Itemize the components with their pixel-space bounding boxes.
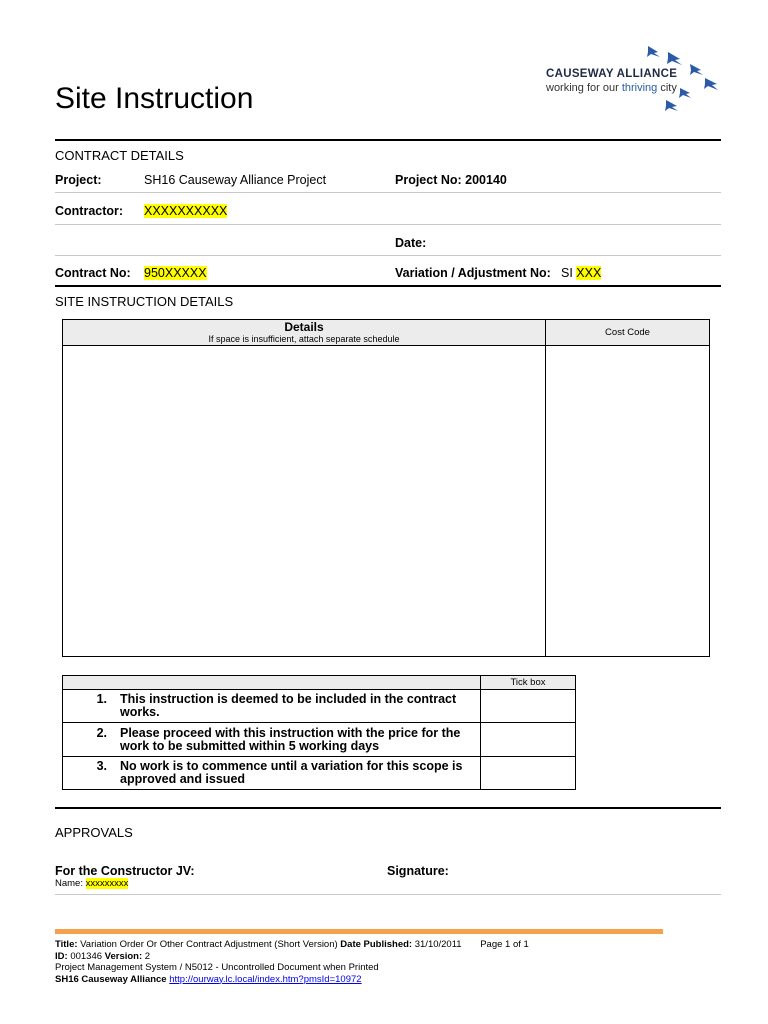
details-table	[62, 319, 710, 657]
item-text: Please proceed with this instruction with the price for the work to be submitted within 5 working days	[120, 725, 461, 753]
item-number: 1.	[96, 692, 107, 706]
item-text: This instruction is deemed to be included in the contract works.	[120, 692, 457, 719]
tick-cell[interactable]	[481, 690, 576, 723]
tickbox-table	[62, 675, 576, 790]
tickbox-header: Tick box	[481, 676, 576, 690]
page-title: Site Instruction	[55, 82, 254, 115]
date-label: Date:	[395, 236, 427, 250]
divider	[55, 807, 721, 809]
page-number: Page 1 of 1	[480, 939, 529, 950]
divider	[55, 285, 721, 287]
footer-bar	[55, 929, 663, 934]
name-line: Name: xxxxxxxxx	[55, 878, 129, 889]
footer-system-line: Project Management System / N5012 - Uncontrolled Document when Printed	[55, 962, 379, 973]
cost-code-input-area[interactable]	[546, 346, 710, 657]
details-header-cell	[63, 320, 546, 346]
contract-no-label: Contract No:	[55, 266, 131, 280]
logo-tagline: working for our thriving city	[546, 82, 677, 94]
variation-value: SI XXX	[561, 266, 602, 280]
project-label: Project:	[55, 173, 102, 187]
contract-no-value: 950XXXXX	[144, 266, 207, 280]
tickbox-row	[63, 723, 576, 757]
divider	[55, 139, 721, 141]
details-subheader: If space is insufficient, attach separate schedule	[208, 334, 400, 344]
project-number: Project No: 200140	[395, 173, 507, 187]
site-instruction-heading: SITE INSTRUCTION DETAILS	[55, 294, 234, 309]
cost-code-header: Cost Code	[546, 320, 710, 346]
row-divider	[55, 192, 721, 193]
causeway-alliance-logo	[540, 40, 730, 114]
row-divider	[55, 224, 721, 225]
footer-link[interactable]: http://ourway.lc.local/index.htm?pmsId=10972	[169, 973, 362, 985]
tick-cell[interactable]	[481, 757, 576, 790]
constructor-label: For the Constructor JV:	[55, 864, 195, 878]
contractor-value: XXXXXXXXXX	[144, 204, 228, 218]
tickbox-row	[63, 757, 576, 790]
logo-brand: CAUSEWAY ALLIANCE	[546, 68, 678, 80]
row-divider	[55, 255, 721, 256]
item-number: 3.	[96, 759, 107, 773]
contractor-label: Contractor:	[55, 204, 124, 218]
row-divider	[55, 894, 721, 895]
footer: Title: Variation Order Or Other Contract Adjustment (Short Version) Date Published: 31/10/2011 Page 1 of 1 ID: 001346 Version: 2 Project Management System / N5012 - Uncontrolled Document when Printed SH16 Causeway Alliance http://ourway.lc.local/index.htm?pmsId=10972	[55, 939, 529, 985]
name-value: xxxxxxxxx	[85, 878, 129, 889]
variation-label: Variation / Adjustment No:	[395, 266, 551, 280]
approvals-heading: APPROVALS	[55, 825, 133, 840]
tick-cell[interactable]	[481, 723, 576, 757]
details-header: Details	[284, 320, 324, 334]
details-input-area[interactable]	[63, 346, 546, 657]
signature-label: Signature:	[387, 864, 449, 878]
item-number: 2.	[96, 725, 107, 740]
contract-details-heading: CONTRACT DETAILS	[55, 148, 184, 163]
tickbox-row	[63, 690, 576, 723]
project-value: SH16 Causeway Alliance Project	[144, 173, 327, 187]
item-text: No work is to commence until a variation for this scope is approved and issued	[120, 759, 463, 786]
tickbox-header-blank	[63, 676, 481, 690]
